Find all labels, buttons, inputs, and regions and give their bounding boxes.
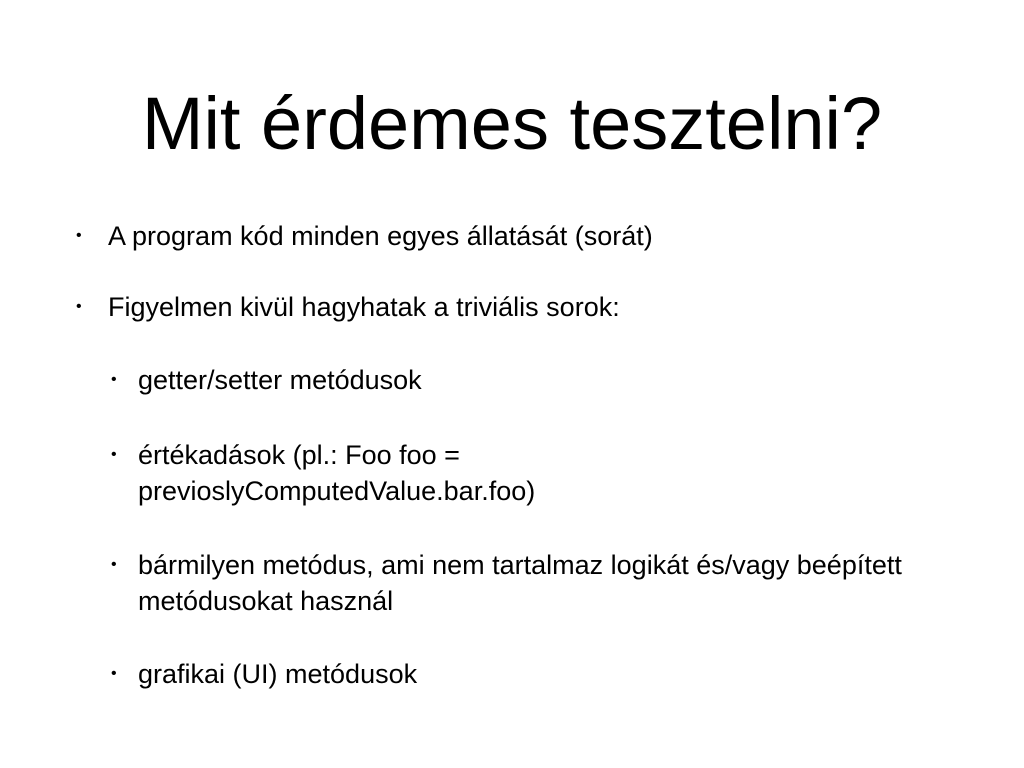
sub-bullet-item bbox=[111, 656, 928, 692]
bullet-dot-icon: • bbox=[76, 298, 82, 315]
slide-title: Mit érdemes tesztelni? bbox=[141, 82, 883, 165]
sub-bullet-item bbox=[111, 547, 908, 619]
sub-bullet-text: értékadások (pl.: Foo foo = previoslyComputedValue.bar.foo) bbox=[138, 440, 536, 506]
bullet-text: A program kód minden egyes állatását (sorát) bbox=[108, 221, 653, 251]
bullet-dot-icon: • bbox=[111, 371, 117, 388]
sub-bullet-text: bármilyen metódus, ami nem tartalmaz logikát és/vagy beépített metódusokat használ bbox=[138, 550, 902, 616]
sub-bullet-item bbox=[111, 362, 928, 398]
bullet-text: Figyelmen kivül hagyhatak a triviális sorok: bbox=[108, 292, 620, 322]
bullet-item bbox=[76, 289, 988, 325]
bullet-dot-icon: • bbox=[111, 446, 117, 463]
sub-bullet-text: getter/setter metódusok bbox=[138, 365, 422, 395]
bullet-dot-icon: • bbox=[111, 665, 117, 682]
bullet-dot-icon: • bbox=[76, 227, 82, 244]
bullet-dot-icon: • bbox=[111, 556, 117, 573]
sub-bullet-text: grafikai (UI) metódusok bbox=[138, 659, 418, 689]
sub-bullet-item bbox=[111, 437, 658, 509]
bullet-item bbox=[76, 218, 988, 254]
